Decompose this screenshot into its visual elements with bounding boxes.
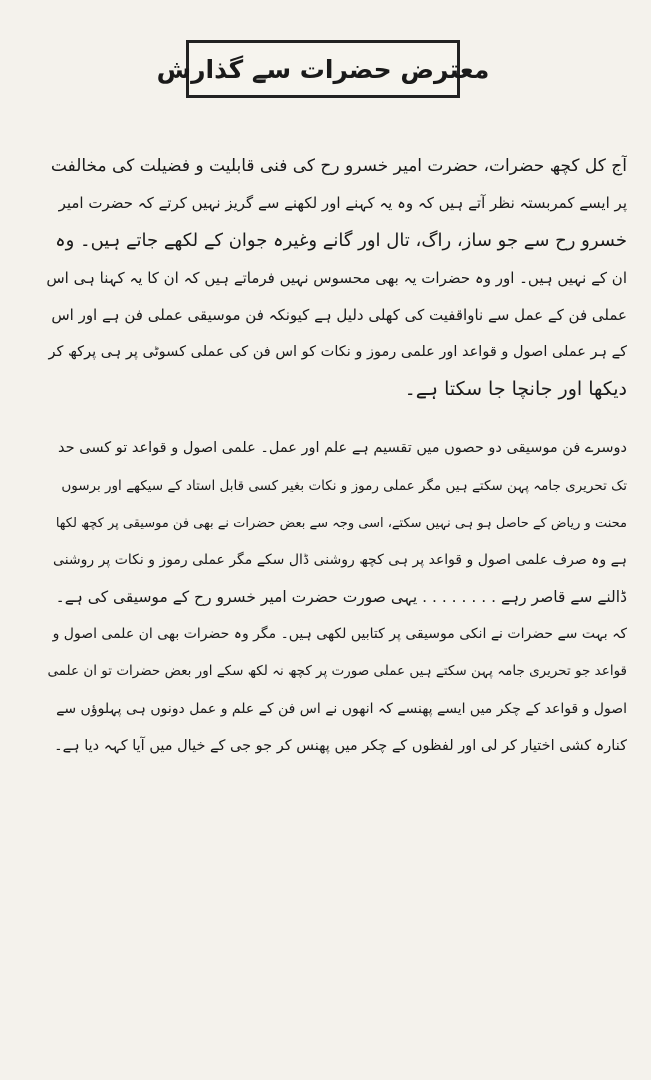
text-line: ہے وہ صرف علمی اصول و قواعد پر ہی کچھ روشنی ڈال سکے مگر عملی رموز و نکات پر روشنی	[53, 551, 627, 568]
text-line: کہ بہت سے حضرات نے انکی موسیقی پر کتابیں لکھی ہیں۔ مگر وہ حضرات بھی ان علمی اصول و	[52, 626, 627, 643]
text-line: عملی فن کے عمل سے ناواقفیت کی کھلی دلیل ہے کیونکہ فن موسیقی عملی فن ہے اور اس	[51, 305, 627, 324]
text-line: خسرو رح سے جو ساز، راگ، تال اور گانے وغیرہ جوان کے لکھے جاتے ہیں۔ وہ	[55, 230, 627, 252]
text-line: پر ایسے کمربستہ نظر آتے ہیں کہ وہ یہ کہنے اور لکھنے سے گریز نہیں کرتے کہ حضرت امیر	[58, 194, 627, 213]
heading-text: معترض حضرات سے گذارش	[156, 54, 490, 84]
text-line: اصول و قواعد کے چکر میں ایسے پھنسے کہ انھوں نے اس فن کے علم و عمل دونوں ہی پہلوؤں سے	[56, 700, 627, 717]
text-line: ان کے نہیں ہیں۔ اور وہ حضرات یہ بھی محسوس نہیں فرماتے ہیں کہ ان کا یہ کہنا ہی اس	[46, 268, 627, 287]
text-line: محنت و ریاض کے حاصل ہو ہی نہیں سکتے، اسی وجہ سے بعض حضرات نے بھی فن موسیقی پر کچھ لکھا	[55, 515, 627, 531]
text-line: دوسرے فن موسیقی دو حصوں میں تقسیم ہے علم اور عمل۔ علمی اصول و قواعد تو کسی حد	[58, 440, 627, 457]
text-line: قواعد جو تحریری جامہ پہن سکتے ہیں عملی صورت پر کچھ نہ لکھ سکے اور بعض حضرات تو ان علمی	[47, 663, 627, 680]
paragraph-gap	[44, 408, 627, 430]
heading-box	[156, 40, 490, 98]
text-line: تک تحریری جامہ پہن سکتے ہیں مگر عملی رموز و نکات بغیر کسی قابل استاد کے سیکھے اور برسوں	[61, 477, 627, 494]
paragraph-1	[44, 148, 627, 408]
text-line: ڈالنے سے قاصر رہے . . . . . . . . یہی صورت حضرت امیر خسرو رح کے موسیقی کی ہے۔	[55, 588, 627, 607]
text-line: دیکھا اور جانچا جا سکتا ہے۔	[404, 378, 627, 401]
text-line: آج کل کچھ حضرات، حضرت امیر خسرو رح کی فنی قابلیت و فضیلت کی مخالفت	[50, 156, 627, 176]
article-body	[44, 148, 627, 765]
text-line: کنارہ کشی اختیار کر لی اور لفظوں کے چکر میں پھنس کر جو جی کے خیال میں آیا کہہ دیا ہے۔	[54, 737, 627, 754]
text-line: کے ہر عملی اصول و قواعد اور علمی رموز و نکات کو اس فن کی عملی کسوٹی پر ہی پرکھ کر	[48, 343, 627, 360]
paragraph-2	[44, 430, 627, 765]
